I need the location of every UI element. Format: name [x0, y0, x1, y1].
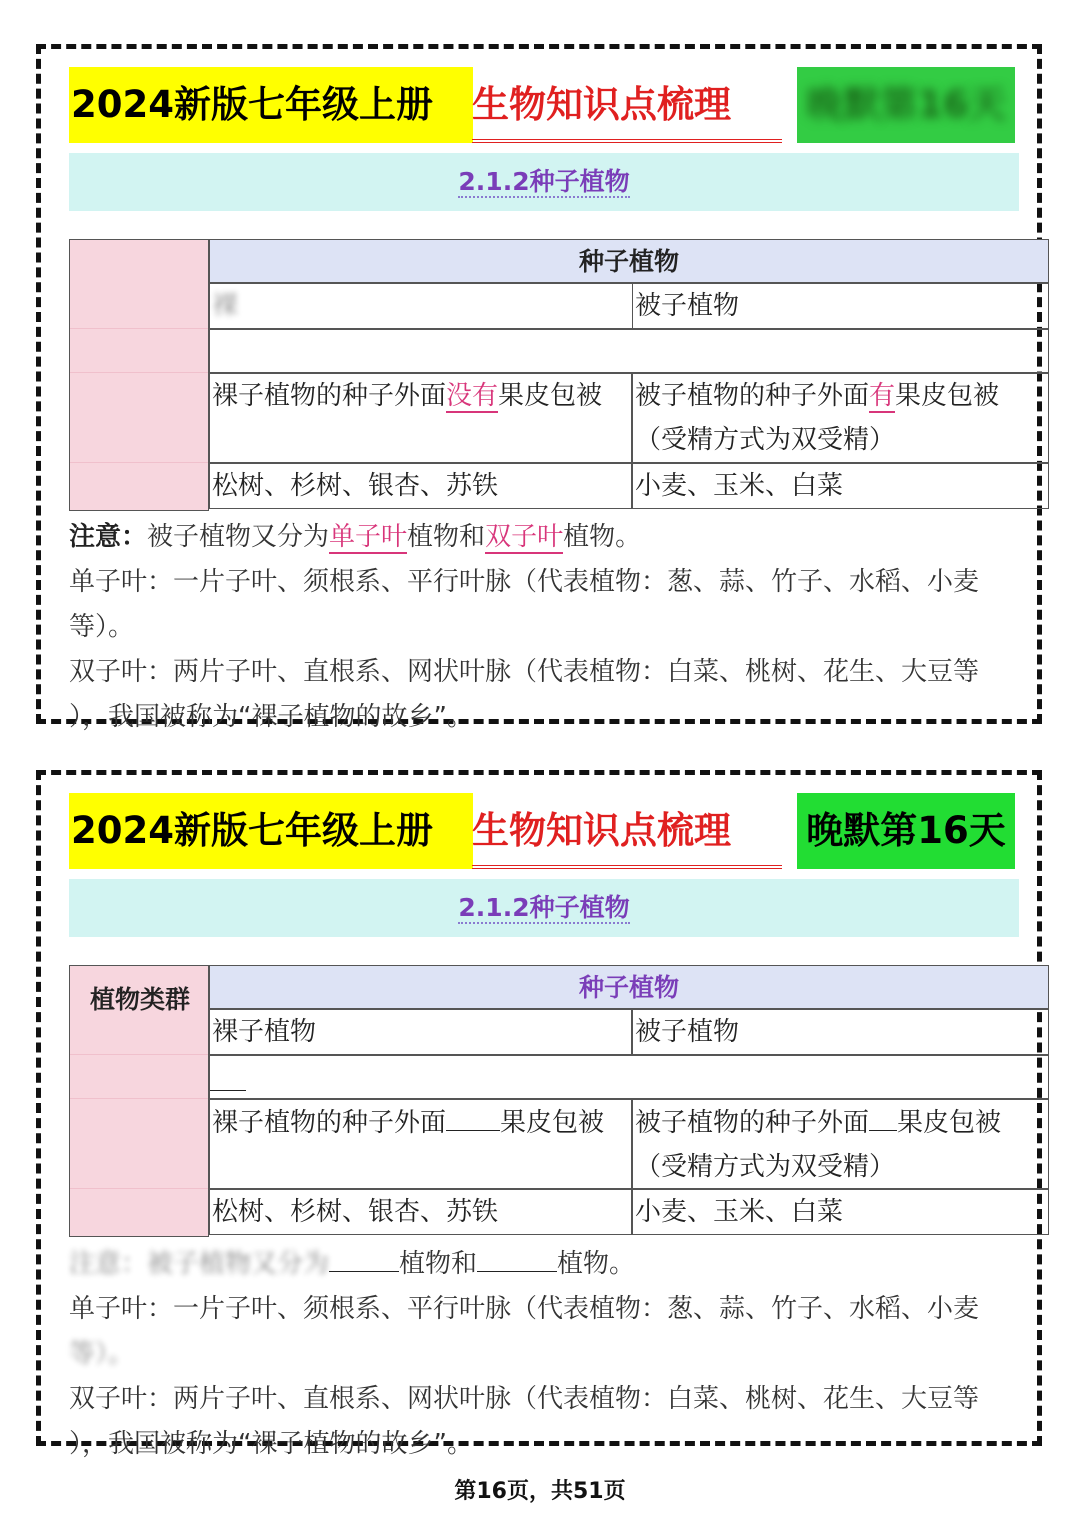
title-row [69, 67, 1019, 143]
quiz-card [36, 770, 1042, 1459]
category-column [69, 239, 209, 511]
monocot-line: 单子叶：一片子叶、须根系、平行叶脉（代表植物：葱、蒜、竹子、水稻、小麦 [69, 1294, 980, 1324]
angiosperm-name-cell: 被子植物 [632, 1009, 1049, 1055]
answer-blank [477, 1241, 557, 1272]
answer-blank [869, 1100, 897, 1131]
angiosperm-examples-cell: 小麦、玉米、白菜 [632, 1189, 1049, 1235]
answer-card [36, 44, 1042, 732]
table-header: 种子植物 [209, 965, 1049, 1009]
gymnosperm-name-cell: 裸子植物 [209, 1009, 632, 1055]
notes-block [69, 1241, 1029, 1467]
blank-row [209, 329, 1049, 373]
title-grade: 2024新版七年级上册 [69, 793, 473, 869]
answer-blank [329, 1241, 399, 1272]
page-footer: 第16页，共51页 [454, 1479, 626, 1504]
title-subject: 生物知识点梳理 [472, 67, 782, 143]
category-column [69, 965, 209, 1237]
dicot-line-end: ），我国被称为“裸子植物的故乡”。 [69, 702, 473, 732]
monocot-line: 单子叶：一片子叶、须根系、平行叶脉（代表植物：葱、蒜、竹子、水稻、小麦 [69, 567, 980, 597]
answer-blank [446, 1100, 500, 1131]
dicot-line: 双子叶：两片子叶、直根系、网状叶脉（代表植物：白菜、桃树、花生、大豆等 [69, 1384, 980, 1414]
title-grade: 2024新版七年级上册 [69, 67, 473, 143]
seed-plant-table [69, 965, 1049, 1237]
angiosperm-examples-cell: 小麦、玉米、白菜 [632, 463, 1049, 509]
title-subject: 生物知识点梳理 [472, 793, 782, 869]
dicot-line: 双子叶：两片子叶、直根系、网状叶脉（代表植物：白菜、桃树、花生、大豆等 [69, 657, 980, 687]
monocot-line-end: 等）。 [69, 612, 135, 642]
blank-row [209, 1055, 1049, 1099]
category-label: 植物类群 [89, 985, 190, 1014]
gymnosperm-name-cell: 裸 [209, 283, 632, 329]
note-line: 注意：被子植物又分为 植物和 植物。 [69, 1241, 1029, 1287]
section-subtitle: 2.1.2种子植物 [69, 879, 1019, 937]
angiosperm-desc-cell: 被子植物的种子外面有果皮包被 （受精方式为双受精） [632, 373, 1049, 463]
blurred-day-badge: 晚默第16天 [797, 67, 1015, 143]
angiosperm-desc-cell: 被子植物的种子外面 果皮包被 （受精方式为双受精） [632, 1099, 1049, 1189]
note-line: 注意：被子植物又分为单子叶植物和双子叶植物。 [69, 522, 642, 552]
table-header: 种子植物 [209, 239, 1049, 283]
dicot-line-end: ），我国被称为“裸子植物的故乡”。 [69, 1429, 473, 1459]
day-badge: 晚默第16天 [797, 793, 1015, 869]
seed-plant-table [69, 239, 1049, 511]
angiosperm-name-cell: 被子植物 [632, 283, 1049, 329]
gymnosperm-examples-cell: 松树、杉树、银杏、苏铁 [209, 463, 632, 509]
section-subtitle: 2.1.2种子植物 [69, 153, 1019, 211]
gymnosperm-desc-cell: 裸子植物的种子外面没有果皮包被 [209, 373, 632, 463]
gymnosperm-desc-cell: 裸子植物的种子外面 果皮包被 [209, 1099, 632, 1189]
notes-block [69, 515, 1029, 740]
gymnosperm-examples-cell: 松树、杉树、银杏、苏铁 [209, 1189, 632, 1235]
monocot-line-end: 等）。 [69, 1339, 135, 1369]
answer-blank [210, 1056, 246, 1091]
title-row [69, 793, 1019, 869]
